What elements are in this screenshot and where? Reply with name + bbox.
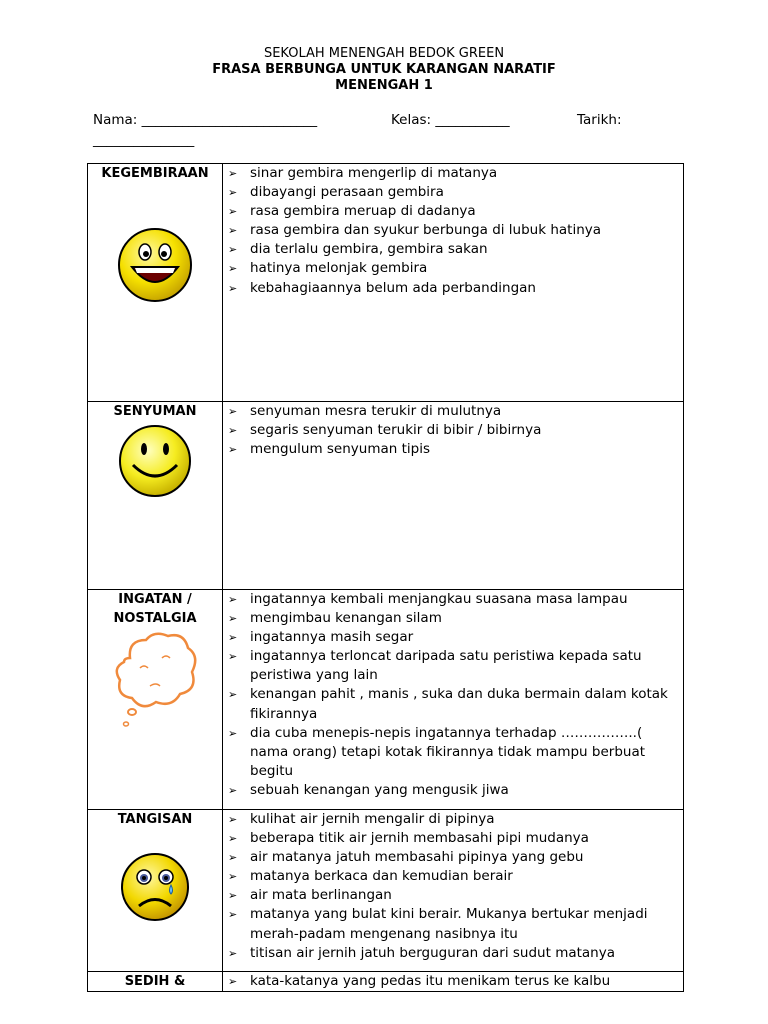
- phrase-list: [223, 972, 683, 991]
- list-item: ➢ air mata berlinangan: [250, 886, 679, 905]
- list-item: ➢ kenangan pahit , manis , suka dan duka bermain dalam kotak fikirannya: [250, 685, 679, 723]
- list-item: ➢ matanya yang bulat kini berair. Mukanya bertukar menjadi merah-padam mengenang nasibnya itu: [250, 905, 679, 943]
- phrases-cell: [223, 164, 684, 402]
- table-row: [88, 590, 684, 810]
- list-item: ➢ titisan air jernih jatuh berguguran dari sudut matanya: [250, 944, 679, 963]
- list-item: ➢ sinar gembira mengerlip di matanya: [250, 164, 679, 183]
- list-item: ➢ matanya berkaca dan kemudian berair: [250, 867, 679, 886]
- list-item: ➢ mengimbau kenangan silam: [250, 609, 679, 628]
- nama-field[interactable]: Nama: __________________________: [93, 112, 318, 128]
- phrases-cell: [223, 590, 684, 810]
- level-label: MENENGAH 1: [335, 78, 433, 93]
- list-item: ➢ air matanya jatuh membasahi pipinya yang gebu: [250, 848, 679, 867]
- table-row: [88, 164, 684, 402]
- phrase-list: [223, 402, 683, 459]
- tarikh-label: Tarikh:: [577, 112, 622, 128]
- laughing-face-icon: [115, 225, 195, 305]
- table-row: [88, 810, 684, 972]
- phrase-table: [87, 163, 684, 992]
- list-item: ➢ beberapa titik air jernih membasahi pipi mudanya: [250, 829, 679, 848]
- category-cell: [88, 972, 223, 992]
- list-item: ➢ rasa gembira dan syukur berbunga di lubuk hatinya: [250, 221, 679, 240]
- table-row: [88, 972, 684, 992]
- tarikh-field[interactable]: _______________: [93, 132, 195, 148]
- school-name: SEKOLAH MENENGAH BEDOK GREEN: [263, 46, 505, 61]
- phrases-cell: [223, 972, 684, 992]
- list-item: ➢ dia terlalu gembira, gembira sakan: [250, 240, 679, 259]
- thought-cloud-icon: [110, 628, 200, 728]
- list-item: ➢ segaris senyuman terukir di bibir / bibirnya: [250, 421, 679, 440]
- category-cell: [88, 590, 223, 810]
- list-item: ➢ ingatannya masih segar: [250, 628, 679, 647]
- phrase-list: [223, 590, 683, 800]
- category-label: SEDIH &: [124, 974, 186, 989]
- phrases-cell: [223, 810, 684, 972]
- category-label-line1: INGATAN /: [118, 592, 192, 607]
- list-item: ➢ hatinya melonjak gembira: [250, 259, 679, 278]
- list-item: ➢ dia cuba menepis-nepis ingatannya terhadap ……………..( nama orang) tetapi kotak fikirannya tidak mampu berbuat begitu: [250, 724, 679, 781]
- phrase-list: [223, 810, 683, 963]
- list-item: ➢ kebahagiaannya belum ada perbandingan: [250, 279, 679, 298]
- category-cell: [88, 810, 223, 972]
- list-item: ➢ sebuah kenangan yang mengusik jiwa: [250, 781, 679, 800]
- phrase-list: [223, 164, 683, 298]
- category-label-line2: NOSTALGIA: [113, 611, 197, 626]
- list-item: ➢ rasa gembira meruap di dadanya: [250, 202, 679, 221]
- phrases-cell: [223, 402, 684, 590]
- category-cell: [88, 164, 223, 402]
- category-label: TANGISAN: [117, 812, 193, 827]
- list-item: ➢ dibayangi perasaan gembira: [250, 183, 679, 202]
- list-item: ➢ ingatannya kembali menjangkau suasana masa lampau: [250, 590, 679, 609]
- table-row: [88, 402, 684, 590]
- category-label: KEGEMBIRAAN: [101, 166, 209, 181]
- category-cell: [88, 402, 223, 590]
- document-title: FRASA BERBUNGA UNTUK KARANGAN NARATIF: [212, 62, 556, 77]
- list-item: ➢ kata-katanya yang pedas itu menikam terus ke kalbu: [250, 972, 679, 991]
- crying-face-icon: [119, 851, 191, 923]
- list-item: ➢ senyuman mesra terukir di mulutnya: [250, 402, 679, 421]
- kelas-field[interactable]: Kelas: ___________: [391, 112, 510, 128]
- list-item: ➢ ingatannya terloncat daripada satu peristiwa kepada satu peristiwa yang lain: [250, 647, 679, 685]
- list-item: ➢ mengulum senyuman tipis: [250, 440, 679, 459]
- category-label: SENYUMAN: [113, 404, 197, 419]
- list-item: ➢ kulihat air jernih mengalir di pipinya: [250, 810, 679, 829]
- smiley-face-icon: [117, 423, 193, 499]
